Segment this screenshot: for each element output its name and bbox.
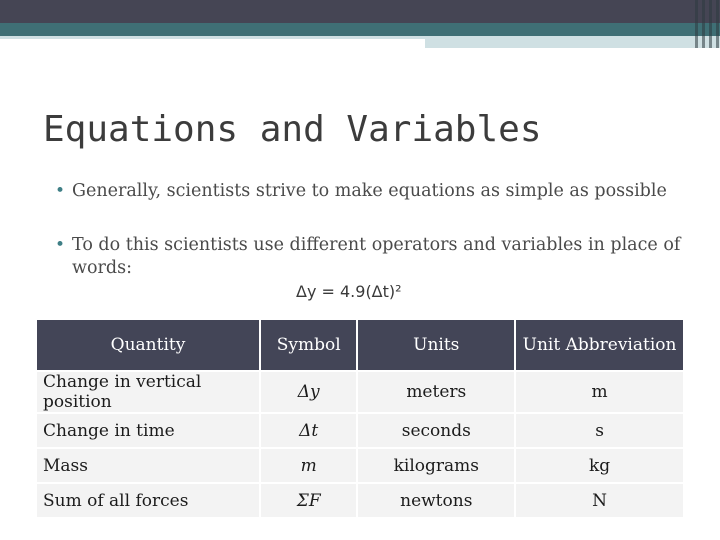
bullet-marker: • (55, 235, 66, 255)
equation: Δy = 4.9(Δt)² (296, 282, 402, 301)
cell-symbol: Δy (260, 371, 357, 413)
slide-title: Equations and Variables (43, 109, 542, 150)
corner-stripe (709, 0, 712, 48)
cell-quantity: Change in vertical position (37, 371, 260, 413)
cell-abbreviation: m (515, 371, 683, 413)
table-row (37, 483, 683, 517)
table-row (37, 413, 683, 448)
header-unit-abbreviation: Unit Abbreviation (515, 320, 683, 371)
accent-block (425, 36, 720, 48)
cell-symbol: m (260, 448, 357, 483)
cell-quantity: Mass (37, 448, 260, 483)
cell-abbreviation: N (515, 483, 683, 517)
table-row (37, 448, 683, 483)
bullet-text: To do this scientists use different operators and variables in place of words: (72, 235, 681, 278)
accent-line (0, 36, 425, 39)
cell-symbol: ΣF (260, 483, 357, 517)
cell-quantity: Change in time (37, 413, 260, 448)
accent-band (0, 23, 720, 36)
cell-symbol: Δt (260, 413, 357, 448)
corner-stripe (702, 0, 705, 48)
header-quantity: Quantity (37, 320, 260, 371)
table-header-row (37, 320, 683, 371)
bullet-item (55, 234, 695, 280)
variables-table (37, 320, 683, 517)
cell-units: newtons (357, 483, 515, 517)
cell-abbreviation: kg (515, 448, 683, 483)
header-symbol: Symbol (260, 320, 357, 371)
corner-stripe (695, 0, 698, 48)
corner-stripe (716, 0, 719, 48)
cell-units: kilograms (357, 448, 515, 483)
header-units: Units (357, 320, 515, 371)
bullet-item (55, 180, 695, 203)
cell-units: meters (357, 371, 515, 413)
cell-units: seconds (357, 413, 515, 448)
bullet-text: Generally, scientists strive to make equations as simple as possible (72, 181, 667, 201)
cell-quantity: Sum of all forces (37, 483, 260, 517)
cell-abbreviation: s (515, 413, 683, 448)
bullet-marker: • (55, 181, 66, 201)
top-decor-bar (0, 0, 720, 23)
table-row (37, 371, 683, 413)
